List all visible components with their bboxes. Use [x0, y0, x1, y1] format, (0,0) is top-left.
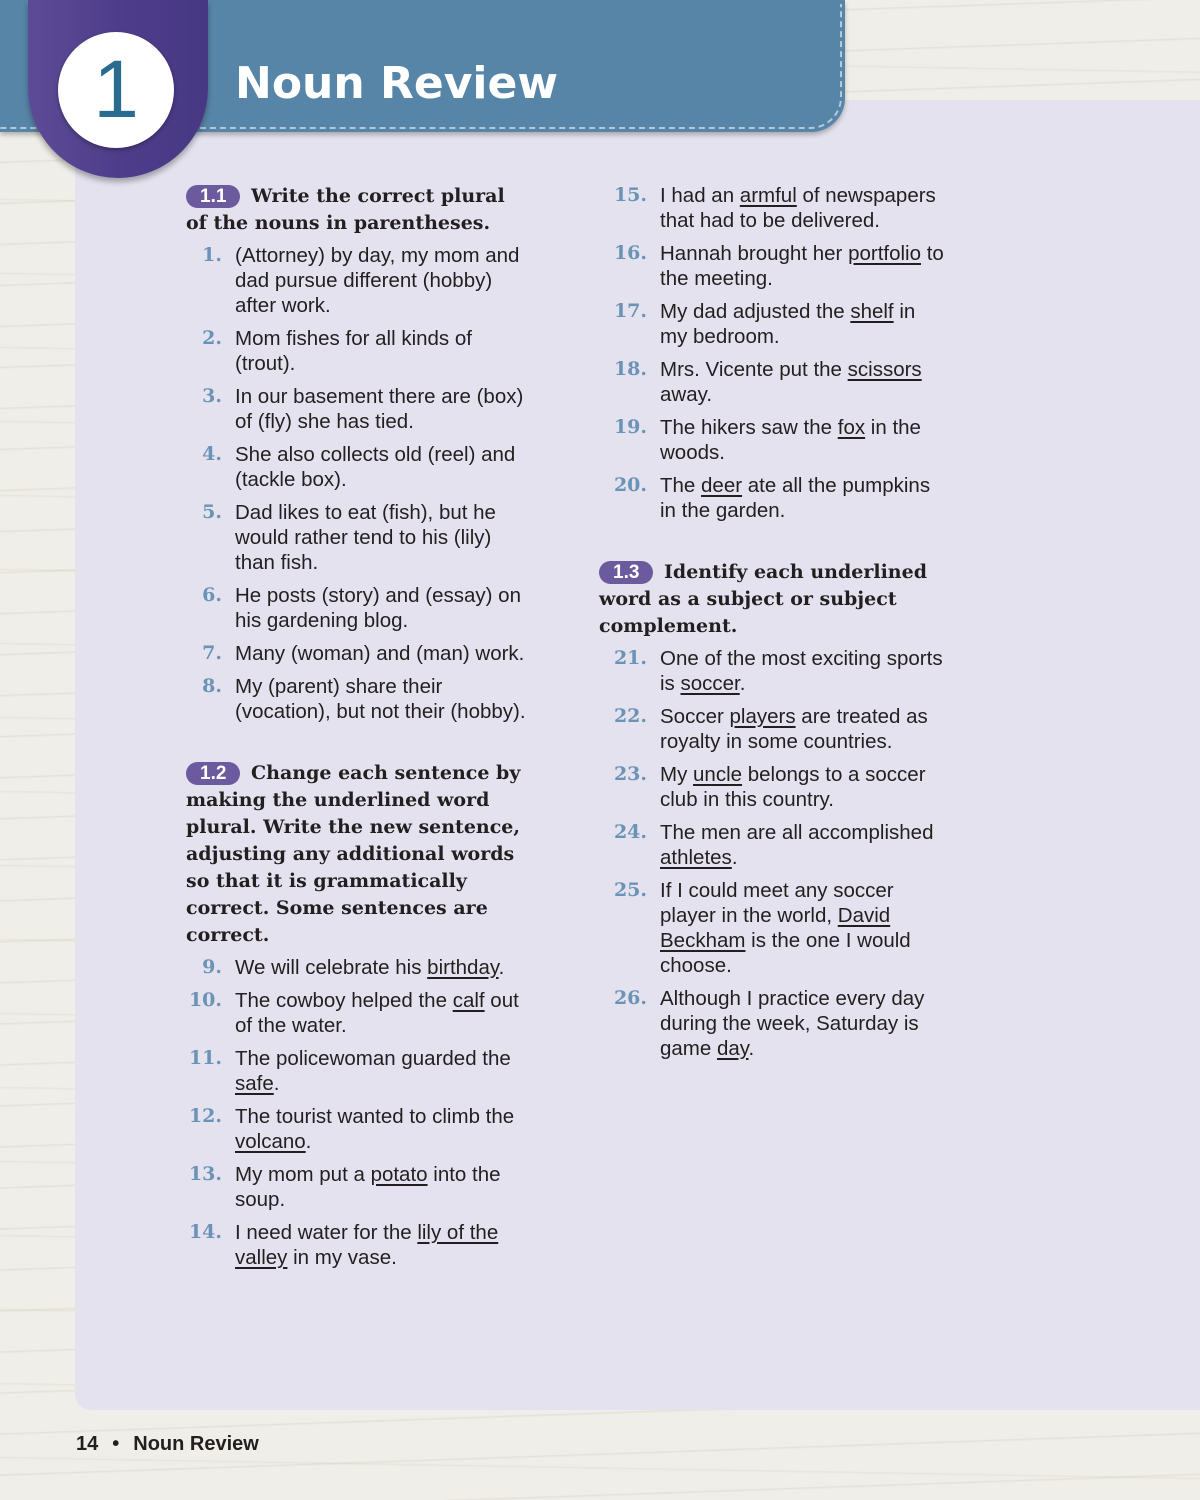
section-1-2-continued — [599, 183, 944, 523]
sentence-fragment: He posts (story) and (essay) on his gardening blog. — [235, 584, 521, 632]
sentence-fragment: Soccer — [660, 705, 730, 728]
sentence-fragment: My (parent) share their (vocation), but not their (hobby). — [235, 675, 526, 723]
sentence-fragment: to the meeting. — [660, 242, 944, 290]
exercise-item — [599, 415, 944, 465]
item-number: 23. — [613, 763, 647, 785]
section-1-2 — [186, 760, 531, 1270]
chapter-number: 1 — [58, 32, 174, 148]
sentence-fragment: away. — [660, 383, 713, 406]
sentence-fragment: belongs to a soccer club in this country. — [660, 763, 926, 811]
exercise-item — [599, 299, 944, 349]
item-number: 22. — [613, 705, 647, 727]
exercise-item — [599, 986, 944, 1061]
item-number: 9. — [202, 956, 222, 978]
underlined-word: safe — [235, 1072, 274, 1095]
item-number: 20. — [613, 474, 647, 496]
item-number: 26. — [613, 987, 647, 1009]
exercise-item — [186, 1104, 531, 1154]
item-number: 10. — [188, 989, 222, 1011]
sentence-fragment: I had an — [660, 184, 740, 207]
item-text — [660, 473, 944, 523]
exercise-item — [599, 762, 944, 812]
item-text — [660, 986, 944, 1061]
sentence-fragment: . — [748, 1037, 755, 1060]
underlined-word: players — [729, 705, 796, 728]
item-text — [235, 988, 531, 1038]
sentence-fragment: One of the most exciting sports is — [660, 647, 943, 695]
sentence-fragment: Many (woman) and (man) work. — [235, 642, 525, 665]
sentence-fragment: In our basement there are (box) of (fly) she has tied. — [235, 385, 524, 433]
item-number: 21. — [613, 647, 647, 669]
sentence-fragment: of newspapers that had to be delivered. — [660, 184, 936, 232]
item-text — [235, 326, 531, 376]
underlined-word: volcano — [235, 1130, 306, 1153]
item-number: 15. — [613, 184, 647, 206]
item-number: 25. — [613, 879, 647, 901]
item-number: 5. — [202, 501, 222, 523]
sentence-fragment: . — [273, 1072, 280, 1095]
underlined-word: day — [716, 1037, 749, 1060]
sentence-fragment: The policewoman guarded the — [235, 1047, 511, 1070]
underlined-word: armful — [739, 184, 797, 207]
exercise-item — [186, 988, 531, 1038]
item-number: 17. — [613, 300, 647, 322]
underlined-word: deer — [701, 474, 743, 497]
section-badge: 1.1 — [186, 185, 240, 208]
exercise-item — [186, 1220, 531, 1270]
sentence-fragment: If I could meet any soccer player in the world, — [660, 879, 894, 927]
sentence-fragment: out of the water. — [235, 989, 519, 1037]
sentence-fragment: The — [660, 474, 702, 497]
item-text — [235, 384, 531, 434]
section-instruction: Change each sentence by making the underlined word plural. Write the new sentence, adjusting any additional words so that it is grammatically correct. Some sentences are correct. — [186, 762, 521, 946]
exercise-item — [599, 646, 944, 696]
item-number: 4. — [202, 443, 222, 465]
sentence-fragment: My mom put a — [235, 1163, 371, 1186]
item-number: 6. — [202, 584, 222, 606]
chapter-title: Noun Review — [235, 58, 558, 109]
item-text — [660, 704, 944, 754]
sentence-fragment: ate all the pumpkins in the garden. — [660, 474, 931, 522]
underlined-word: portfolio — [848, 242, 921, 265]
exercise-item — [186, 583, 531, 633]
sentence-fragment: Although I practice every day during the week, Saturday is game — [660, 987, 925, 1060]
sentence-fragment: The cowboy helped the — [235, 989, 453, 1012]
footer-title: Noun Review — [133, 1433, 259, 1455]
item-text — [660, 762, 944, 812]
sentence-fragment: (Attorney) by day, my mom and dad pursue different (hobby) after work. — [235, 244, 520, 317]
sentence-fragment: Dad likes to eat (fish), but he would rather tend to his (lily) than fish. — [235, 501, 496, 574]
sentence-fragment: . — [731, 846, 738, 869]
underlined-word: potato — [370, 1163, 428, 1186]
underlined-word: soccer — [680, 672, 740, 695]
section-gap — [186, 732, 531, 760]
exercise-item — [186, 500, 531, 575]
section-badge: 1.2 — [186, 762, 240, 785]
exercise-item — [186, 641, 531, 666]
item-text — [235, 1104, 531, 1154]
sentence-fragment: I need water for the — [235, 1221, 418, 1244]
underlined-word: David Beckham — [660, 904, 891, 952]
item-text — [235, 1220, 531, 1270]
item-number: 18. — [613, 358, 647, 380]
item-number: 1. — [202, 244, 222, 266]
footer-separator: • — [112, 1433, 120, 1455]
sentence-fragment: Mom fishes for all kinds of (trout). — [235, 327, 472, 375]
item-text — [660, 878, 944, 978]
page-footer — [76, 1433, 259, 1456]
sentence-fragment: are treated as royalty in some countries. — [660, 705, 928, 753]
left-column — [186, 183, 531, 1278]
underlined-word: shelf — [850, 300, 894, 323]
item-text — [235, 1162, 531, 1212]
item-number: 16. — [613, 242, 647, 264]
exercise-item — [599, 704, 944, 754]
item-number: 13. — [188, 1163, 222, 1185]
exercise-item — [599, 183, 944, 233]
sentence-fragment: Mrs. Vicente put the — [660, 358, 848, 381]
exercise-item — [186, 955, 531, 980]
item-number: 3. — [202, 385, 222, 407]
item-text — [660, 820, 944, 870]
item-text — [660, 357, 944, 407]
underlined-word: calf — [452, 989, 485, 1012]
item-number: 7. — [202, 642, 222, 664]
underlined-word: scissors — [847, 358, 922, 381]
item-text — [660, 183, 944, 233]
section-gap — [599, 531, 944, 559]
exercise-item — [186, 384, 531, 434]
sentence-fragment: is the one I would choose. — [660, 929, 911, 977]
sentence-fragment: in my bedroom. — [660, 300, 916, 348]
underlined-word: uncle — [693, 763, 743, 786]
sentence-fragment: in my vase. — [287, 1246, 397, 1269]
exercise-item — [599, 820, 944, 870]
exercise-item — [186, 243, 531, 318]
item-text — [235, 243, 531, 318]
sentence-fragment: The hikers saw the — [660, 416, 838, 439]
exercise-item — [599, 473, 944, 523]
exercise-item — [186, 326, 531, 376]
sentence-fragment: The men are all accomplished — [660, 821, 934, 844]
exercise-list — [186, 243, 531, 724]
item-number: 24. — [613, 821, 647, 843]
underlined-word: fox — [837, 416, 866, 439]
page-number: 14 — [76, 1433, 99, 1455]
exercise-item — [599, 878, 944, 978]
section-1-1 — [186, 183, 531, 724]
sentence-fragment: . — [305, 1130, 312, 1153]
sentence-fragment: . — [498, 956, 505, 979]
exercise-list — [599, 183, 944, 523]
exercise-item — [186, 1162, 531, 1212]
section-heading — [186, 760, 531, 949]
sentence-fragment: She also collects old (reel) and (tackle box). — [235, 443, 516, 491]
item-number: 19. — [613, 416, 647, 438]
section-badge: 1.3 — [599, 561, 653, 584]
item-text — [235, 955, 531, 980]
right-column — [599, 183, 944, 1069]
item-number: 11. — [188, 1047, 222, 1069]
item-number: 12. — [188, 1105, 222, 1127]
sentence-fragment: . — [739, 672, 746, 695]
underlined-word: birthday — [427, 956, 499, 979]
section-instruction: Write the correct plural of the nouns in parentheses. — [186, 185, 505, 234]
exercise-item — [599, 241, 944, 291]
item-text — [235, 674, 531, 724]
item-text — [660, 299, 944, 349]
exercise-list — [186, 955, 531, 1270]
item-number: 8. — [202, 675, 222, 697]
underlined-word: lily of the valley — [235, 1221, 499, 1269]
sentence-fragment: into the soup. — [235, 1163, 501, 1211]
item-text — [235, 1046, 531, 1096]
sentence-fragment: in the woods. — [660, 416, 921, 464]
item-number: 14. — [188, 1221, 222, 1243]
item-text — [235, 641, 531, 666]
exercise-item — [186, 442, 531, 492]
section-heading — [186, 183, 531, 237]
sentence-fragment: Hannah brought her — [660, 242, 849, 265]
sentence-fragment: My dad adjusted the — [660, 300, 851, 323]
sentence-fragment: The tourist wanted to climb the — [235, 1105, 515, 1128]
section-1-3 — [599, 559, 944, 1061]
item-text — [660, 241, 944, 291]
section-heading — [599, 559, 944, 640]
exercise-item — [599, 357, 944, 407]
underlined-word: athletes — [660, 846, 732, 869]
item-text — [235, 583, 531, 633]
item-text — [235, 442, 531, 492]
exercise-list — [599, 646, 944, 1061]
item-text — [660, 646, 944, 696]
item-number: 2. — [202, 327, 222, 349]
sentence-fragment: We will celebrate his — [235, 956, 428, 979]
exercise-item — [186, 674, 531, 724]
sentence-fragment: My — [660, 763, 694, 786]
item-text — [235, 500, 531, 575]
exercise-item — [186, 1046, 531, 1096]
section-instruction: Identify each underlined word as a subject or subject complement. — [599, 561, 927, 637]
item-text — [660, 415, 944, 465]
